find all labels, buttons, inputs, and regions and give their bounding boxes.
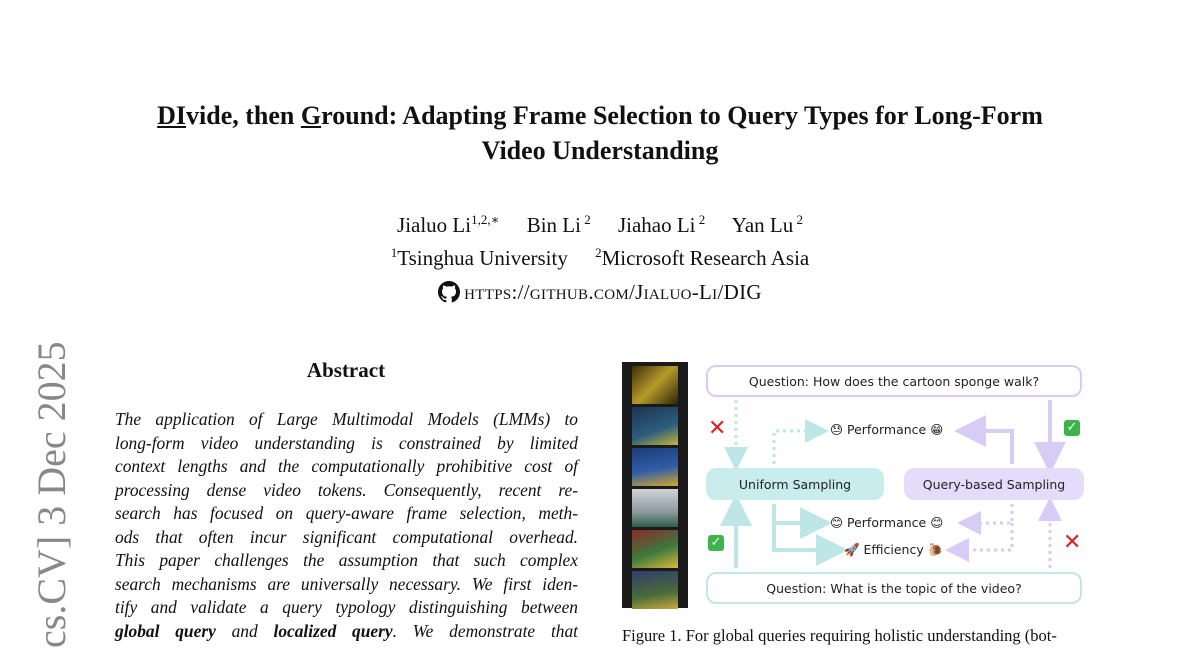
title-part-round: round: Adapting Frame Selection to Query Types for Long-Form xyxy=(321,101,1043,130)
figure-1 xyxy=(622,360,1092,610)
check-mark-icon: ✓ xyxy=(708,535,724,551)
performance-label-bottom: 😊 Performance 😊 xyxy=(830,515,944,530)
term-global-query: global query xyxy=(115,620,216,641)
title-line-1 xyxy=(100,98,1100,133)
x-mark-icon: ✕ xyxy=(1063,530,1082,555)
title-part-di: DI xyxy=(157,101,187,130)
affil-name: Tsinghua University xyxy=(397,246,568,270)
title-part-vide: vide, then xyxy=(186,101,301,130)
author-sup: 2 xyxy=(580,212,591,227)
repo-url[interactable]: https://github.com/Jialuo-Li/DIG xyxy=(464,280,762,304)
query-based-sampling-box: Query-based Sampling xyxy=(904,468,1084,500)
uniform-sampling-box: Uniform Sampling xyxy=(706,468,884,500)
author-sup: 2 xyxy=(793,212,803,227)
efficiency-label: 🚀 Efficiency 🐌 xyxy=(844,542,944,557)
affil-sup: 2 xyxy=(595,245,602,260)
term-localized-query: localized query xyxy=(273,620,393,641)
question-top-box: Question: How does the cartoon sponge walk? xyxy=(706,365,1082,397)
abstract-heading: Abstract xyxy=(306,358,386,382)
abstract-line: long-form video understanding is constrained by limited xyxy=(115,432,578,453)
question-bottom-box: Question: What is the topic of the video? xyxy=(706,572,1082,604)
abstract-line: The application of Large Multimodal Models (LMMs) to xyxy=(115,409,578,429)
figure-caption: Figure 1. For global queries requiring holistic understanding (bot- xyxy=(622,626,1057,645)
abstract-line: search mechanisms are universally necessary. We first iden- xyxy=(115,573,578,594)
abstract-line: processing dense video tokens. Consequently, recent re- xyxy=(115,479,578,500)
paper-title xyxy=(100,98,1100,168)
author-list xyxy=(0,212,1200,238)
github-icon xyxy=(438,281,460,303)
check-mark-icon: ✓ xyxy=(1064,420,1080,436)
abstract-line: search has focused on query-aware frame selection, meth- xyxy=(115,503,578,523)
author-name: Yan Lu xyxy=(731,213,794,237)
title-line-2: Video Understanding xyxy=(481,136,719,165)
arxiv-stamp: cs.CV] 3 Dec 2025 xyxy=(29,341,74,648)
author-sup: 1,2,∗ xyxy=(471,212,500,227)
abstract-line: ods that often incur significant computational overhead. xyxy=(115,526,578,547)
x-mark-icon: ✕ xyxy=(708,416,727,441)
repo-link-row[interactable] xyxy=(0,280,1200,305)
abstract-line: tify and validate a query typology distinguishing between xyxy=(115,597,578,617)
affiliation-list xyxy=(0,245,1200,271)
affil-sup: 1 xyxy=(390,245,398,260)
abstract-line: context lengths and the computationally prohibitive cost of xyxy=(115,456,578,476)
abstract-body xyxy=(115,408,578,643)
author-name: Bin Li xyxy=(526,213,581,237)
author-name: Jiahao Li xyxy=(617,213,696,237)
performance-label-top: 😓 Performance 😁 xyxy=(830,422,944,437)
abstract-line: This paper challenges the assumption that such complex xyxy=(115,550,578,570)
abstract-line-last: global query and localized query. We demonstrate that xyxy=(115,620,578,641)
author-name: Jialuo Li xyxy=(397,213,472,237)
author-sup: 2 xyxy=(695,212,706,227)
title-part-g: G xyxy=(300,101,322,130)
affil-name: Microsoft Research Asia xyxy=(601,246,810,270)
